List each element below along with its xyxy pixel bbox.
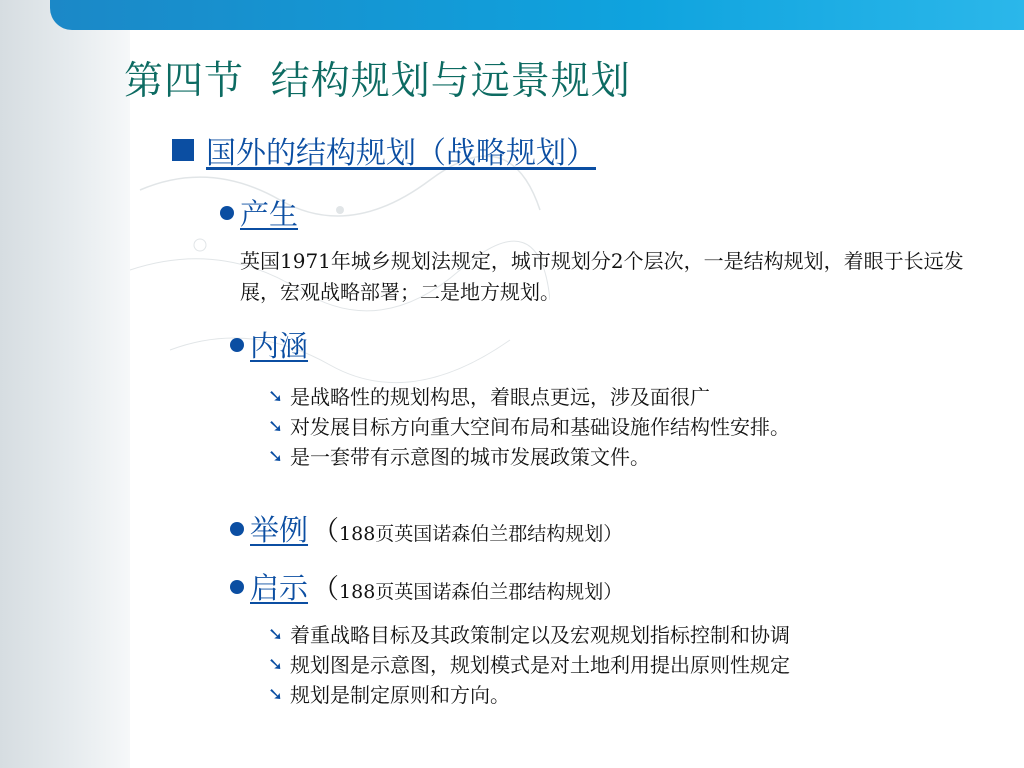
item-origin [220,192,298,233]
section-heading[interactable]: 国外的结构规划（战略规划） [206,136,596,171]
arrow-bullet-icon: ➘ [268,446,284,467]
item-example-note: （188页英国诺森伯兰郡结构规划） [312,516,623,547]
item-meaning-list [268,382,790,472]
section-heading-row [172,128,614,172]
dot-bullet-icon [230,338,244,352]
list-item-text: 是一套带有示意图的城市发展政策文件。 [290,445,650,469]
top-header-bar [50,0,1024,30]
list-item-text: 规划是制定原则和方向。 [290,683,510,707]
item-insight-heading[interactable]: 启示 [250,571,309,605]
arrow-bullet-icon: ➘ [268,624,284,645]
item-origin-text: 英国1971年城乡规划法规定，城市规划分2个层次，一是结构规划，着眼于长远发展，宏观战略部署；二是地方规划。 [240,249,964,304]
item-meaning-heading[interactable]: 内涵 [250,329,309,363]
item-example [230,508,622,549]
list-item-text: 着重战略目标及其政策制定以及宏观规划指标控制和协调 [290,623,790,647]
item-meaning [230,324,308,365]
arrow-bullet-icon: ➘ [268,654,284,675]
list-item [268,680,790,710]
item-example-heading[interactable]: 举例 [250,513,309,547]
item-insight [230,566,622,607]
left-decorative-band [0,0,130,768]
dot-bullet-icon [220,206,234,220]
list-item-text: 规划图是示意图，规划模式是对土地利用提出原则性规定 [290,653,790,677]
list-item [268,620,790,650]
list-item [268,382,790,412]
item-insight-list [268,620,790,710]
arrow-bullet-icon: ➘ [268,684,284,705]
arrow-bullet-icon: ➘ [268,416,284,437]
dot-bullet-icon [230,580,244,594]
list-item [268,442,790,472]
list-item [268,650,790,680]
item-origin-heading[interactable]: 产生 [240,197,299,231]
arrow-bullet-icon: ➘ [268,386,284,407]
square-bullet-icon [172,139,194,161]
list-item [268,412,790,442]
slide-title: 第四节 结构规划与远景规划 [124,59,631,104]
dot-bullet-icon [230,522,244,536]
list-item-text: 是战略性的规划构思，着眼点更远，涉及面很广 [290,385,710,409]
list-item-text: 对发展目标方向重大空间布局和基础设施作结构性安排。 [290,415,790,439]
item-insight-note: （188页英国诺森伯兰郡结构规划） [312,574,623,605]
